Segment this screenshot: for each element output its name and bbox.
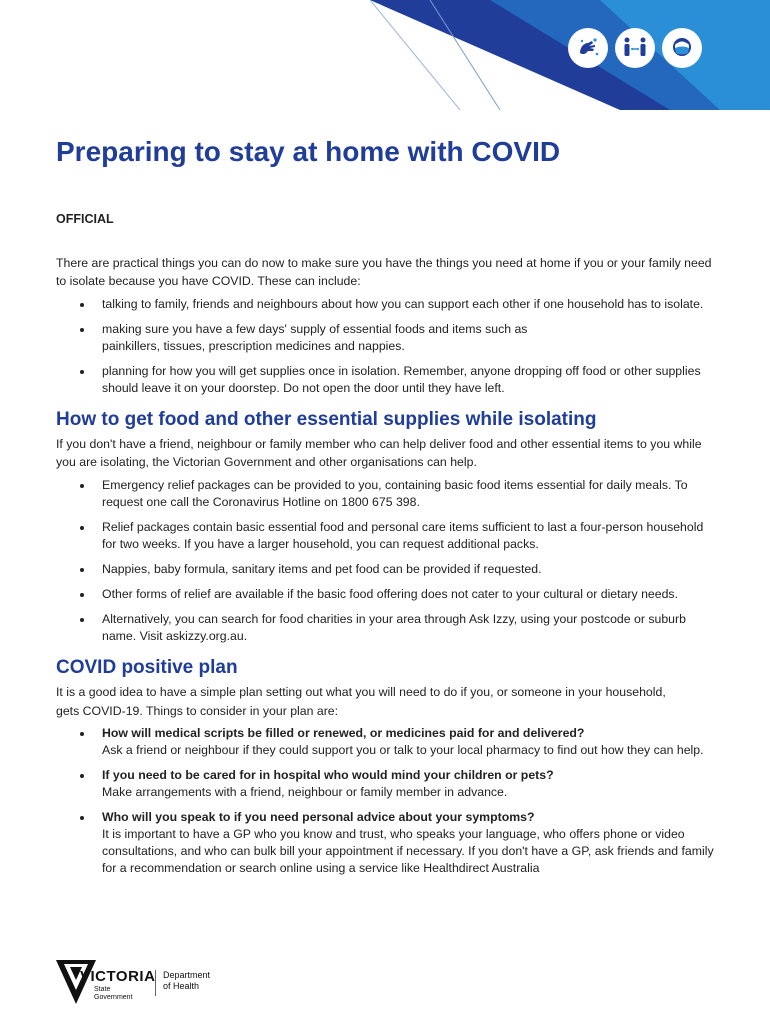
department-line: of Health xyxy=(163,981,200,991)
list-item: making sure you have a few days' supply of essential foods and items such as painkillers, tissues, prescription medicines and nappies. xyxy=(56,321,716,355)
intro-bullet-list xyxy=(56,296,716,397)
page-title: Preparing to stay at home with COVID xyxy=(56,136,561,167)
logo-divider xyxy=(155,970,156,996)
plan-answer: It is important to have a GP who you know and trust, who speaks your language, who offers phone or video consultations, and who can bulk bill your appointment if necessary. If you don't have a GP, ask friends and family for a recommendation or search online using a service like Healthdirect Australia xyxy=(102,827,714,875)
list-item: Nappies, baby formula, sanitary items and pet food can be provided if requested. xyxy=(56,561,716,578)
list-item: Alternatively, you can search for food charities in your area through Ask Izzy, using your postcode or suburb name. Visit askizzy.org.au. xyxy=(56,611,716,645)
list-item: Emergency relief packages can be provided to you, containing basic food items essential for daily meals. To request one call the Coronavirus Hotline on 1800 675 398. xyxy=(56,477,716,511)
intro-paragraph: There are practical things you can do now to make sure you have the things you need at home if you or your family need to isolate because you have COVID. These can include: xyxy=(56,256,712,288)
department-name xyxy=(163,970,210,992)
list-item xyxy=(56,767,716,801)
plan-answer: Make arrangements with a friend, neighbour or family member in advance. xyxy=(102,785,508,799)
list-item: Other forms of relief are available if the basic food offering does not cater to your cultural or dietary needs. xyxy=(56,586,716,603)
section-heading-plan: COVID positive plan xyxy=(56,657,238,678)
department-line: Department xyxy=(163,970,211,980)
hand-washing-icon xyxy=(568,28,608,68)
list-item: talking to family, friends and neighbours about how you can support each other if one household has to isolate. xyxy=(56,296,716,313)
food-intro-paragraph: If you don't have a friend, neighbour or family member who can help deliver food and other essential items to you while you are isolating, the Victorian Government and other organisations can help. xyxy=(56,437,702,469)
logo-sub-line: State xyxy=(94,986,111,993)
social-distancing-icon xyxy=(615,28,655,68)
logo-sub-line: Government xyxy=(94,994,133,1001)
plan-question: Who will you speak to if you need personal advice about your symptoms? xyxy=(102,810,535,824)
plan-item-list xyxy=(56,725,716,877)
face-mask-icon xyxy=(662,28,702,68)
list-item: planning for how you will get supplies once in isolation. Remember, anyone dropping off food or other supplies should leave it on your doorstep. Do not open the door until they have left. xyxy=(56,363,716,397)
classification-label: OFFICIAL xyxy=(56,212,114,226)
list-item xyxy=(56,809,716,877)
section-heading-food: How to get food and other essential supplies while isolating xyxy=(56,409,597,430)
plan-question: How will medical scripts be filled or renewed, or medicines paid for and delivered? xyxy=(102,726,585,740)
list-item xyxy=(56,725,716,759)
footer-logos xyxy=(56,958,256,1008)
plan-answer: Ask a friend or neighbour if they could support you or talk to your local pharmacy to find out how they can help. xyxy=(102,743,704,757)
victoria-logo-subtitle xyxy=(94,986,133,1002)
victoria-logo-text: VICTORIA xyxy=(80,968,156,985)
main-text xyxy=(56,254,716,877)
plan-question: If you need to be cared for in hospital who would mind your children or pets? xyxy=(102,768,554,782)
food-bullet-list xyxy=(56,477,716,645)
list-item: Relief packages contain basic essential food and personal care items sufficient to last a four-person household for two weeks. If you have a larger household, you can request additional packs. xyxy=(56,519,716,553)
plan-intro-paragraph: It is a good idea to have a simple plan setting out what you will need to do if you, or someone in your household, gets COVID-19. Things to consider in your plan are: xyxy=(56,685,666,718)
